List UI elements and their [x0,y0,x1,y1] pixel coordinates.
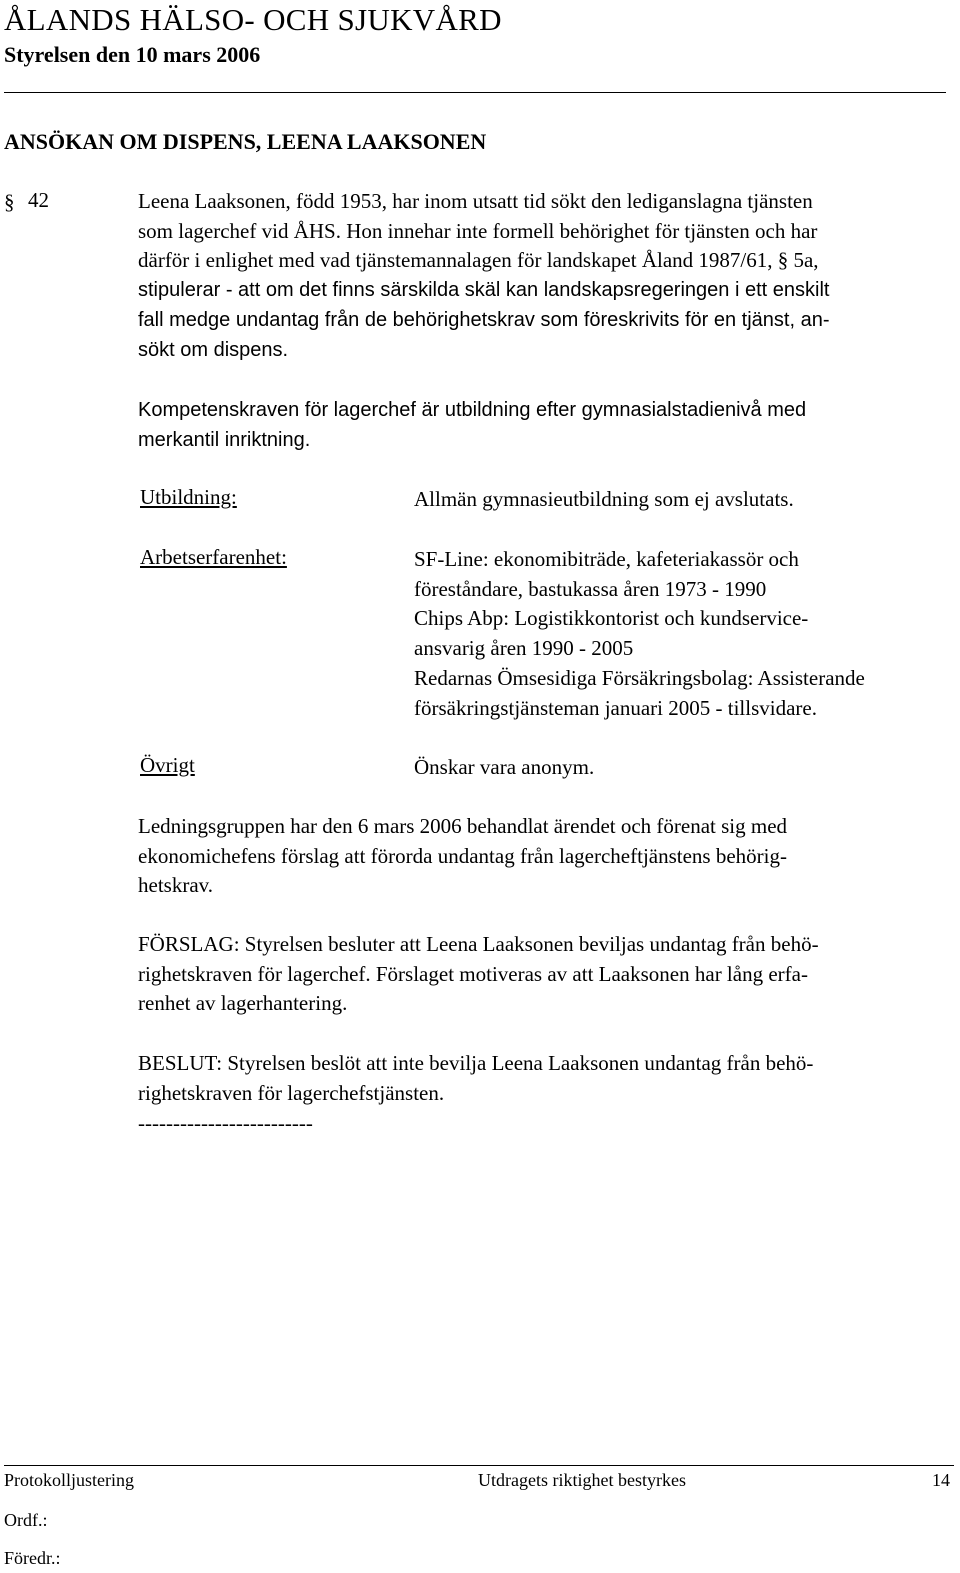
footer-adjustment: Protokolljustering [4,1470,134,1490]
experience-line: Redarnas Ömsesidiga Försäkringsbolag: Assisterande [414,665,865,690]
separator-dashes: ------------------------- [138,1111,313,1135]
footer-page-number: 14 [932,1470,950,1490]
intro-line: som lagerchef vid ÅHS. Hon innehar inte formell behörighet för tjänsten och har [138,218,818,243]
footer-chair: Ordf.: [4,1510,48,1530]
section-sign: § [4,190,15,214]
proposal-line: FÖRSLAG: Styrelsen besluter att Leena Laaksonen beviljas undantag från behö- [138,932,819,956]
experience-line: ansvarig åren 1990 - 2005 [414,636,634,661]
experience-line: SF-Line: ekonomibiträde, kafeteriakassör och [414,547,799,571]
management-paragraph [138,812,787,901]
management-line: Ledningsgruppen har den 6 mars 2006 behandlat ärendet och förenat sig med [138,814,788,838]
organization-title: ÅLANDS HÄLSO- OCH SJUKVÅRD [4,2,502,37]
experience-line: föreståndare, bastukassa åren 1973 - 1990 [414,576,767,601]
decision-line: BESLUT: Styrelsen beslöt att inte bevilja Leena Laaksonen undantag från behö- [138,1051,814,1075]
experience-line: Chips Abp: Logistikkontorist och kundservice- [414,606,809,631]
intro-line: därför i enlighet med vad tjänstemannalagen för landskapet Åland 1987/61, § 5a, [138,248,819,273]
experience-line: försäkringstjänsteman januari 2005 - tillsvidare. [414,695,817,720]
proposal-line: renhet av lagerhantering. [138,991,348,1016]
footer-presenter: Föredr.: [4,1548,61,1568]
section-title: ANSÖKAN OM DISPENS, LEENA LAAKSONEN [4,129,487,154]
education-value: Allmän gymnasieutbildning som ej avslutats. [414,487,794,511]
other-label: Övrigt [140,753,195,777]
competence-paragraph [138,396,806,455]
decision-paragraph [138,1049,813,1108]
experience-label: Arbetserfarenhet: [140,545,287,569]
other-value: Önskar vara anonym. [414,755,595,779]
board-date: Styrelsen den 10 mars 2006 [4,42,261,67]
header-rule [4,92,946,93]
proposal-paragraph [138,930,819,1019]
intro-line: stipulerar - att om det finns särskilda skäl kan landskapsregeringen i ett enskilt [138,279,830,302]
proposal-line: righetskraven för lagerchef. Förslaget motiveras av att Laaksonen har lång erfa- [138,961,808,986]
intro-paragraph [138,187,829,365]
intro-line: sökt om dispens. [138,338,289,361]
item-number: 42 [28,188,49,212]
management-line: ekonomichefens förslag att förorda undantag från lagercheftjänstens behörig- [138,843,787,868]
education-label: Utbildning: [140,485,237,509]
footer-certification: Utdragets riktighet bestyrkes [478,1470,686,1490]
footer-rule [4,1465,954,1466]
decision-line: righetskraven för lagerchefstjänsten. [138,1080,445,1105]
intro-line: fall medge undantag från de behörighetskrav som föreskrivits för en tjänst, an- [138,308,830,331]
experience-list [414,545,865,723]
intro-line: Leena Laaksonen, född 1953, har inom utsatt tid sökt den lediganslagna tjänsten [138,189,813,213]
competence-line: merkantil inriktning. [138,428,311,451]
management-line: hetskrav. [138,873,214,898]
competence-line: Kompetenskraven för lagerchef är utbildning efter gymnasialstadienivå med [138,399,807,421]
